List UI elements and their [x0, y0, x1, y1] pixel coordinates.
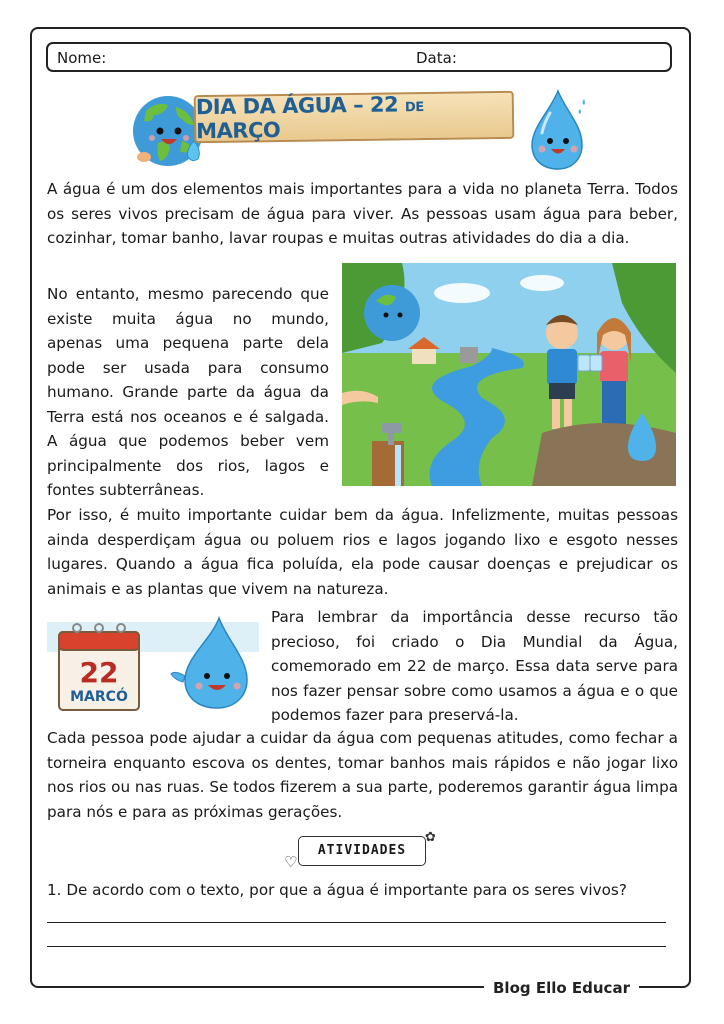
paragraph-pollution: Por isso, é muito importante cuidar bem da água. Infelizmente, muitas pessoas ainda desperdiçam água ou poluem rios e lagos jogando lixo e esgoto nesses lugares. Quando a água fica poluída, ela pode causar doenças e prejudicar os animais e as plantas que vivem na natureza.: [47, 506, 678, 598]
heart-icon: ♡: [284, 853, 298, 871]
activities-heading: [284, 830, 444, 871]
answer-line-2[interactable]: [47, 946, 666, 947]
calendar-drop-illustration: [47, 610, 259, 715]
river-scene-illustration: [342, 263, 676, 486]
intro-paragraph: A água é um dos elementos mais importantes para a vida no planeta Terra. Todos os seres vivos precisam de água para viver. As pessoas usam água para beber, cozinhar, tomar banho, lavar roupas e muitas outras atividades do dia a dia.: [47, 180, 678, 247]
banner-title: DIA DA ÁGUA – 22 DE MARÇO: [195, 92, 424, 144]
calendar-icon: [59, 624, 139, 710]
flower-doodle-icon: ✿: [425, 830, 436, 845]
svg-text:22: 22: [79, 656, 119, 689]
paragraph-world-water-day: Para lembrar da importância desse recurso tão precioso, foi criado o Dia Mundial da Água, comemorado em 22 de março. Essa data serve para nos fazer pensar sobre como usamos a água e o que podemos fazer para preservá-la.: [271, 608, 678, 724]
banner-board: [194, 91, 515, 143]
mini-earth: [364, 285, 420, 341]
svg-text:MARCÓ: MARCÓ: [70, 689, 128, 705]
activities-box: [298, 836, 426, 866]
name-label: Nome:: [57, 49, 107, 67]
paragraph-fresh-water: No entanto, mesmo parecendo que existe muita água no mundo, apenas uma pequena parte dela pode ser usada para consumo humano. Grande parte da água da Terra está nos oceanos e é salgada. A água que podemos beber vem principalmente dos rios, lagos e fontes subterrâneas.: [47, 285, 329, 499]
date-label: Data:: [416, 49, 457, 67]
name-date-box: [46, 42, 672, 72]
footer-brand: Blog Ello Educar: [484, 979, 639, 997]
title-banner: [122, 85, 602, 180]
paragraph-attitudes: Cada pessoa pode ajudar a cuidar da água com pequenas atitudes, como fechar a torneira enquanto escova os dentes, tomar banhos mais rápidos e não jogar lixo nos rios ou nas ruas. Se todos fizerem a sua parte, poderemos garantir água limpa para nós e para as próximas gerações.: [47, 729, 679, 821]
water-drop-character-icon: [520, 87, 590, 172]
answer-line-1[interactable]: [47, 922, 666, 923]
question-1: 1. De acordo com o texto, por que a água é importante para os seres vivos?: [47, 881, 627, 899]
activities-title: ATIVIDADES: [317, 843, 407, 858]
